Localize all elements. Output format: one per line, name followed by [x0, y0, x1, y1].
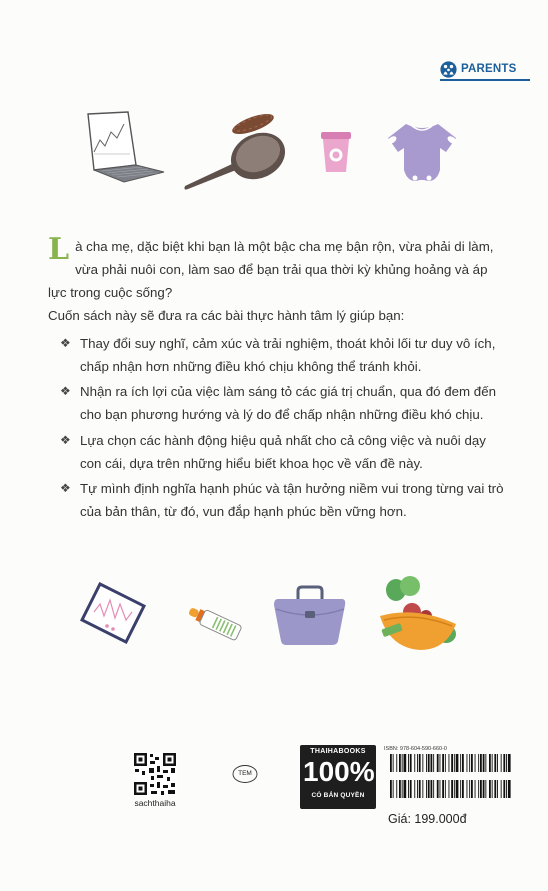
baby-bottle-icon	[185, 603, 247, 643]
drop-cap: L	[48, 232, 70, 267]
baby-onesie-icon	[384, 118, 460, 190]
heart-monitor-icon	[80, 582, 146, 644]
vegetable-bowl-icon	[374, 576, 464, 654]
barcode-icon	[384, 752, 514, 804]
lead-in-text: Cuốn sách này sẽ đưa ra các bài thực hành tâm lý giúp bạn:	[48, 308, 405, 323]
intro-paragraph	[48, 232, 508, 304]
frying-pan-icon	[180, 112, 290, 194]
coffee-cup-icon	[318, 130, 354, 174]
qr-code-icon[interactable]	[133, 752, 177, 796]
isbn-text: ISBN: 978-604-590-660-0	[384, 746, 447, 752]
laptop-chart-icon	[80, 110, 166, 185]
briefcase-icon	[272, 585, 348, 647]
qr-caption: sachthaiha	[134, 798, 176, 808]
bullet-text: Lựa chọn các hành động hiệu quả nhất cho cả công việc và nuôi dạy con cái, dựa trên những hiểu biết khoa học về vấn đề này.	[80, 433, 486, 471]
bullet-text: Nhận ra ích lợi của việc làm sáng tỏ các giá trị chuẩn, qua đó đem đến cho bạn phương hướng và lý do để chấp nhận những điều khó chịu.	[80, 384, 496, 422]
publisher-brand	[440, 60, 517, 78]
badge-subtitle: CÓ BẢN QUYỀN	[311, 792, 365, 799]
badge-percentage: 100%	[303, 756, 375, 787]
bullet-text: Thay đổi suy nghĩ, cảm xúc và trải nghiệm, thoát khỏi lối tư duy vô ích, chấp nhận hơn những điều khó chịu không thể tránh khỏi.	[80, 336, 496, 374]
badge-brand: THAIHABOOKS	[310, 748, 366, 755]
diamond-bullet-icon: ❖	[60, 481, 71, 495]
diamond-bullet-icon: ❖	[60, 433, 71, 447]
diamond-bullet-icon: ❖	[60, 384, 71, 398]
bullet-item	[60, 429, 510, 475]
price-label: Giá: 199.000đ	[388, 812, 467, 826]
header-divider	[440, 79, 530, 81]
bullet-item	[60, 380, 510, 426]
bullet-item	[60, 332, 510, 378]
diamond-bullet-icon: ❖	[60, 336, 71, 350]
stamp-label: TEM	[238, 770, 252, 777]
intro-text: à cha mẹ, dặc biệt khi bạn là một bậc cha mẹ bận rộn, vừa phải di làm, vừa phải nuôi con, làm sao để bạn trải qua thời kỳ khủng hoảng và áp lực trong cuộc sống?	[48, 239, 494, 300]
bullet-item	[60, 477, 510, 523]
parents-logo-icon	[440, 61, 457, 78]
brand-label: PARENTS	[461, 63, 517, 75]
bullet-text: Tự mình định nghĩa hạnh phúc và tận hưởng niềm vui trong từng vai trò của bản thân, từ đó, vun đắp hạnh phúc bền vững hơn.	[80, 481, 504, 519]
